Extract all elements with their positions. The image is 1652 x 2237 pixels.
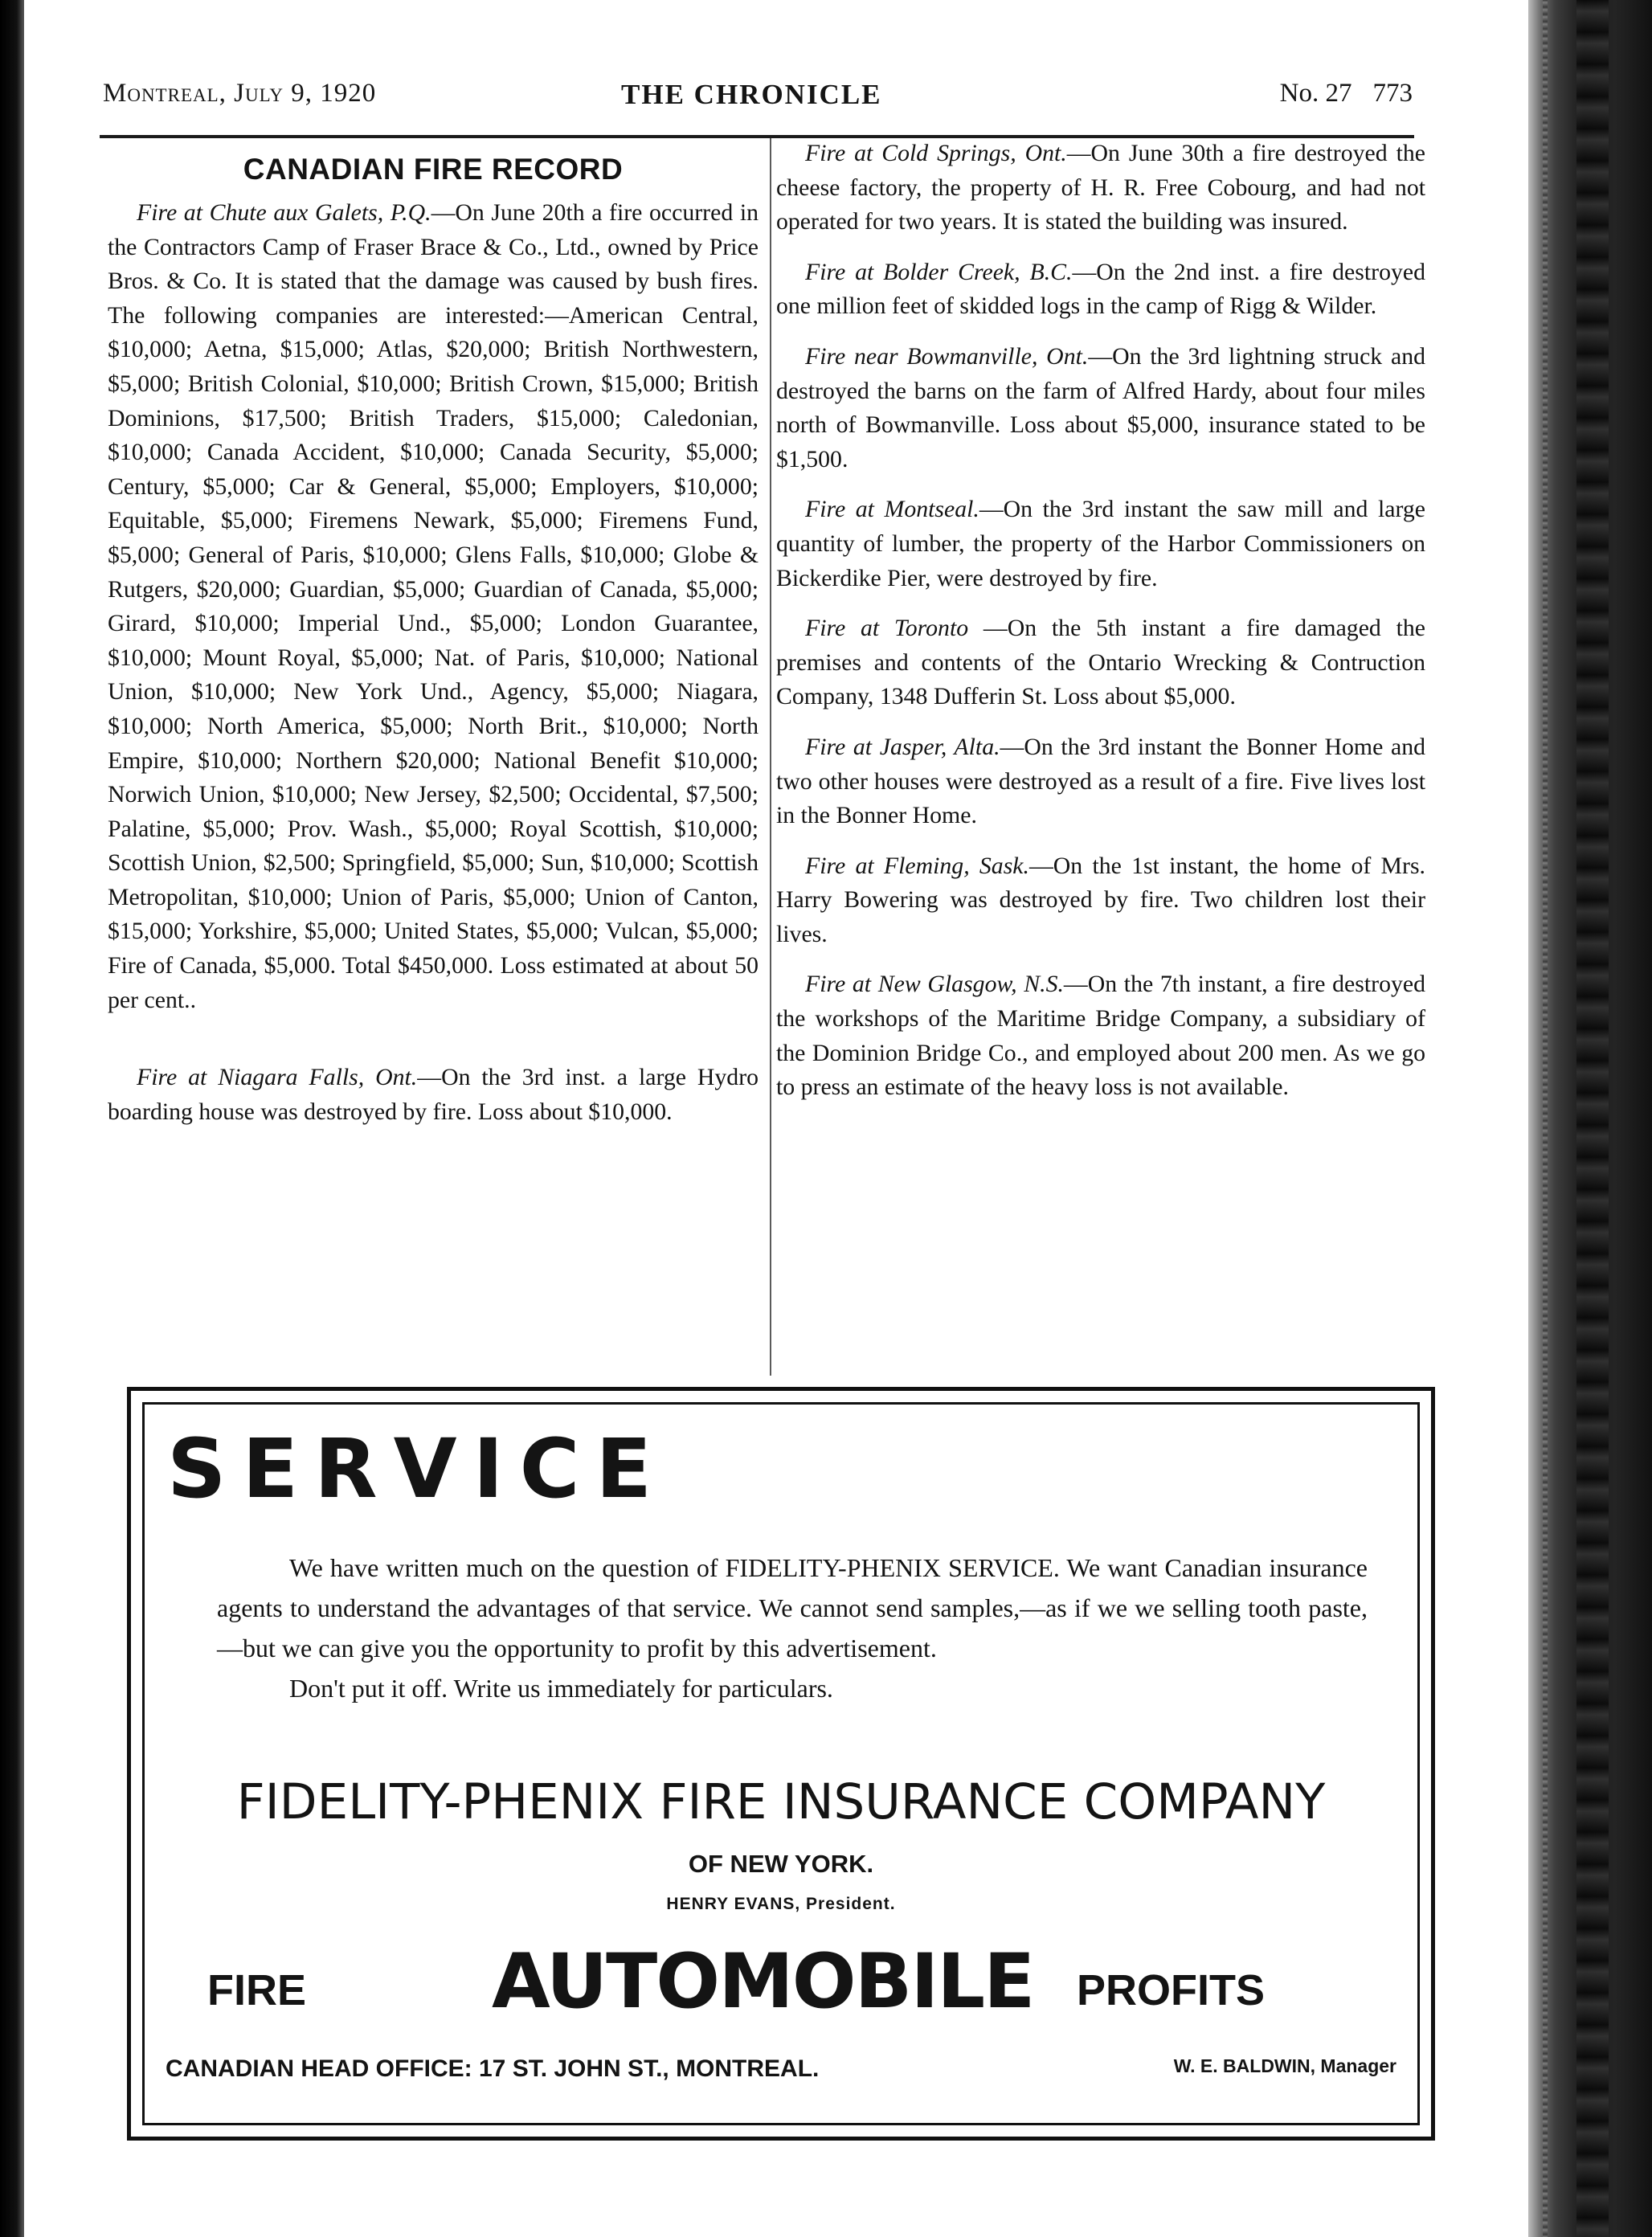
ad-president: HENRY EVANS, President. xyxy=(666,1895,896,1913)
ad-line-profits: PROFITS xyxy=(1077,1966,1266,2014)
header-publication: THE CHRONICLE xyxy=(621,79,882,110)
report-heading: Fire at Fleming, Sask. xyxy=(805,852,1029,879)
fire-report xyxy=(776,256,1425,324)
right-column xyxy=(776,137,1425,1105)
report-body: —On the 3rd instant the Bonner Home and two other houses were destroyed as a result of a fire. Five lives lost in the Bonner Home. xyxy=(776,733,1425,829)
ad-line-fire: FIRE xyxy=(207,1966,307,2014)
report-heading: Fire at Toronto xyxy=(805,615,969,642)
fire-report xyxy=(776,137,1425,239)
report-body: —On June 30th a fire destroyed the cheese factory, the property of H. R. Free Cobourg, and had not operated for two years. It is stated the building was insured. xyxy=(776,140,1425,235)
report-body: —On the 7th instant, a fire destroyed the workshops of the Maritime Bridge Company, a subsidiary of the Dominion Bridge Co., and employed about 200 men. As we go to press an estimate of the heavy loss is not available. xyxy=(776,971,1425,1101)
report-body: —On June 20th a fire occurred in the Contractors Camp of Fraser Brace & Co., Ltd., owned by Price Bros. & Co. It is stated that the damage was caused by bush fires. The following companies are interested:—American Central, $10,000; Aetna, $15,000; Atlas, $20,000; British Northwestern, $5,000; British Colonial, $10,000; British Crown, $15,000; British Dominions, $17,500; British Traders, $15,000; Caledonian, $10,000; Canada Accident, $10,000; Canada Security, $5,000; Century, $5,000; Car & General, $5,000; Employers, $10,000; Equitable, $5,000; Firemens Newark, $5,000; Firemens Fund, $5,000; General of Paris, $10,000; Glens Falls, $10,000; Globe & Rutgers, $20,000; Guardian, $5,000; Guardian of Canada, $5,000; Girard, $10,000; Imperial Und., $5,000; London Guarantee, $10,000; Mount Royal, $5,000; Nat. of Paris, $10,000; National Union, $10,000; New York Und., Agency, $5,000; Niagara, $10,000; North America, $5,000; North Brit., $10,000; North Empire, $10,000; Northern $20,000; National Benefit $10,000; Norwich Union, $10,000; New Jersey, $2,500; Occidental, $7,500; Palatine, $5,000; Prov. Wash., $5,000; Royal Scottish, $10,000; Scottish Union, $2,500; Springfield, $5,000; Sun, $10,000; Scottish Metropolitan, $10,000; Union of Paris, $5,000; Union of Canton, $15,000; Yorkshire, $5,000; United States, $5,000; Vulcan, $5,000; Fire of Canada, $5,000. Total $450,000. Loss estimated at about 50 per cent.. xyxy=(108,199,759,1013)
ad-line-automobile: AUTOMOBILE xyxy=(492,1938,1034,2026)
ad-paragraph: We have written much on the question of FIDELITY-PHENIX SERVICE. We want Canadian insurance agents to understand the advantages of that service. We cannot send samples,—as if we we selling tooth paste,—but we can give you the opportunity to profit by this advertisement. xyxy=(217,1553,1368,1662)
advertisement-inner-border xyxy=(142,1402,1420,2125)
ad-copy xyxy=(217,1548,1368,1708)
report-body: —On the 1st instant, the home of Mrs. Harry Bowering was destroyed by fire. Two children lost their lives. xyxy=(776,852,1425,947)
scan-border-left xyxy=(0,0,24,2237)
fire-report xyxy=(776,493,1425,595)
ad-company-city: OF NEW YORK. xyxy=(688,1850,874,1878)
report-heading: Fire near Bowmanville, Ont. xyxy=(805,342,1089,370)
report-heading: Fire at Bolder Creek, B.C. xyxy=(805,258,1073,285)
header-issue-number: No. 27 xyxy=(1279,79,1352,108)
report-heading: Fire at Montseal. xyxy=(805,496,979,523)
report-heading: Fire at Niagara Falls, Ont. xyxy=(137,1064,418,1091)
column-rule xyxy=(770,138,771,1376)
report-body: —On the 5th instant a fire damaged the premises and contents of the Ontario Wrecking & Contruction Company, 1348 Dufferin St. Loss about $5,000. xyxy=(776,615,1426,710)
report-heading: Fire at New Glasgow, N.S. xyxy=(805,971,1064,998)
report-heading: Fire at Chute aux Galets, P.Q. xyxy=(137,199,431,226)
fire-report xyxy=(776,967,1425,1104)
advertisement-box xyxy=(127,1387,1435,2141)
report-body: —On the 2nd inst. a fire destroyed one million feet of skidded logs in the camp of Rigg & Wilder. xyxy=(776,258,1425,320)
header-page-info xyxy=(1259,79,1413,108)
ad-head-office: CANADIAN HEAD OFFICE: 17 ST. JOHN ST., MONTREAL. xyxy=(166,2055,820,2082)
fire-report xyxy=(776,730,1425,833)
report-body: —On the 3rd lightning struck and destroyed the barns on the farm of Alfred Hardy, about four miles north of Bowmanville. Loss about $5,000, insurance stated to be $1,500. xyxy=(776,342,1425,472)
fire-report xyxy=(108,1061,759,1129)
header-date: Montreal, July 9, 1920 xyxy=(103,79,377,108)
fire-report xyxy=(776,340,1425,476)
report-heading: Fire at Jasper, Alta. xyxy=(805,733,1000,760)
report-body: —On the 3rd inst. a large Hydro boarding house was destroyed by fire. Loss about $10,000. xyxy=(108,1064,759,1125)
fire-report xyxy=(776,611,1425,714)
ad-title: SERVICE xyxy=(167,1421,669,1517)
scan-border-right xyxy=(1528,0,1652,2237)
running-head xyxy=(103,79,1413,119)
ad-manager: W. E. BALDWIN, Manager xyxy=(1173,2055,1396,2076)
report-heading: Fire at Cold Springs, Ont. xyxy=(805,140,1067,166)
fire-report xyxy=(776,849,1425,952)
ad-company-name: FIDELITY-PHENIX FIRE INSURANCE COMPANY xyxy=(236,1773,1326,1830)
left-column xyxy=(108,149,759,1129)
report-body: —On the 3rd instant the saw mill and large quantity of lumber, the property of the Harbor Commissioners on Bickerdike Pier, were destroyed by fire. xyxy=(776,496,1425,591)
header-page-number: 773 xyxy=(1372,79,1413,108)
fire-report xyxy=(108,196,759,1017)
section-title: CANADIAN FIRE RECORD xyxy=(243,153,624,186)
ad-paragraph: Don't put it off. Write us immediately for particulars. xyxy=(289,1674,833,1703)
